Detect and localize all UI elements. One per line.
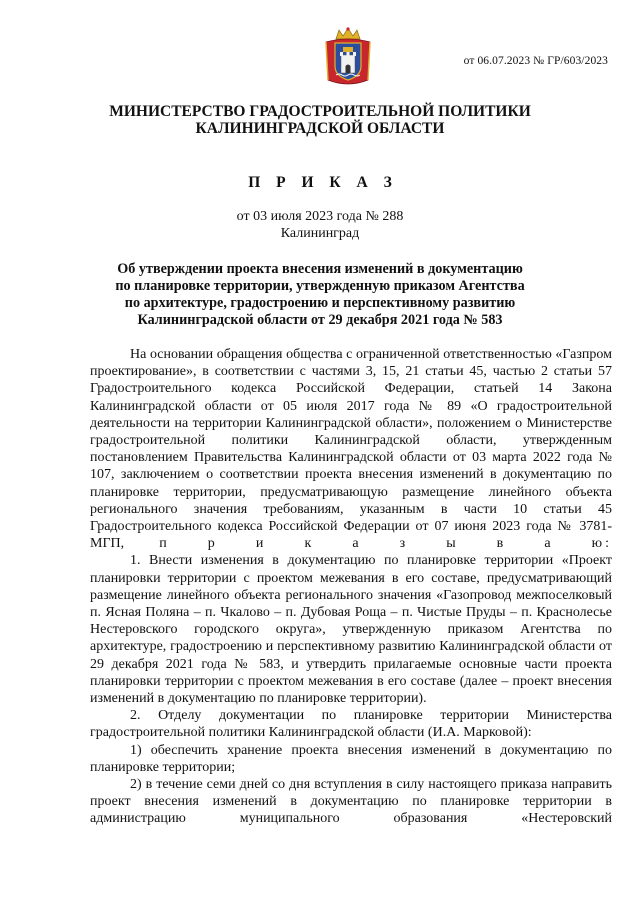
order-date-block: [0, 208, 640, 242]
ministry-title: [0, 103, 640, 137]
clause-2-item-2-paragraph: 2) в течение семи дней со дня вступления в силу настоящего приказа направить проект внесения изменений в документацию по планировке территории в администрацию муниципального образования «Нестеровский: [90, 777, 612, 827]
preamble-text: На основании обращения общества с ограниченной ответственностью «Газпром проектирование», в соответствии с частями 3, 15, 21 статьи 45, частью 2 статьи 57 Градостроительного кодекса Российской Федерации, статьей 14 Закона Калининградской области от 05 июля 2017 года № 89 «О градостроительной деятельности на территории Калининградской области», положением о Министерстве градостроительной политики Калининградской области, утвержденным постановлением Правительства Калининградской области от 03 марта 2022 года № 107, заключением о соответствии проекта внесения изменений в документацию по планировке территории, предусматривающую размещение линейного объекта регионального значения требованиям, указанным в части 10 статьи 45 Градостроительного кодекса Российской Федерации от 07 июня 2023 года № 3781-МГП,: [90, 347, 612, 552]
order-date: от 03 июля 2023 года № 288: [236, 209, 404, 224]
document-reference-number: от 06.07.2023 № ГР/603/2023: [463, 55, 608, 67]
order-city: Калининград: [280, 226, 360, 241]
clause-1-paragraph: 1. Внести изменения в документацию по планировке территории «Проект планировки территории с проектом межевания в его составе, предусматривающий размещение линейного объекта регионального значения «Газопровод межпоселковый п. Ясная Поляна – п. Чкалово – п. Дубовая Роща – п. Чистые Пруды – п. Краснолесье Нестеровского городского округа», утвержденную приказом Агентства по архитектуре, градостроению и перспективному развитию Калининградской области от 29 декабря 2021 года № 583, и утвердить прилагаемые основные части проекта планировки территории с проектом межевания в его составе (далее – проект внесения изменений в документацию по планировке территории).: [90, 553, 612, 707]
order-subject: [0, 261, 640, 329]
subject-line-3: по архитектуре, градостроению и перспективному развитию: [124, 295, 516, 311]
coat-of-arms-icon: [322, 26, 374, 88]
subject-line-4: Калининградской области от 29 декабря 2021 года № 583: [137, 312, 503, 328]
subject-line-1: Об утверждении проекта внесения изменений в документацию: [117, 261, 523, 277]
order-heading: П Р И К А З: [248, 174, 398, 191]
clause-2-item-1-paragraph: 1) обеспечить хранение проекта внесения изменений в документацию по планировке территории;: [90, 742, 612, 775]
order-decree-word: п р и к а з ы в а ю:: [159, 536, 613, 552]
clause-2-paragraph: 2. Отделу документации по планировке территории Министерства градостроительной политики Калининградской области (И.А. Марковой):: [90, 708, 612, 741]
subject-line-2: по планировке территории, утвержденную приказом Агентства: [115, 278, 525, 294]
preamble-paragraph: [90, 346, 612, 552]
ministry-title-line-1: МИНИСТЕРСТВО ГРАДОСТРОИТЕЛЬНОЙ ПОЛИТИКИ: [109, 103, 531, 120]
order-body: [90, 346, 612, 828]
ministry-title-line-2: КАЛИНИНГРАДСКОЙ ОБЛАСТИ: [195, 120, 445, 137]
